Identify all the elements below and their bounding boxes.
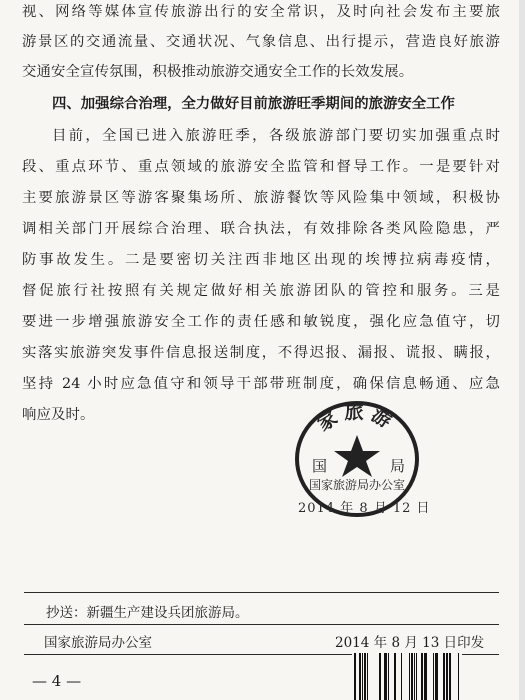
seal-left-char: 国 <box>312 457 328 475</box>
scan-edge <box>519 0 525 700</box>
barcode-bar <box>414 653 415 700</box>
body-line: 调相关部门开展综合治理、联合执法，有效排除各类风险隐患，严 <box>22 221 500 237</box>
seal-star-icon <box>334 435 380 477</box>
body-line: 响应及时。 <box>22 407 95 423</box>
body-line: 坚持 24 小时应急值守和领导干部带班制度，确保信息畅通、应急 <box>22 376 500 392</box>
barcode-bar <box>424 653 427 700</box>
body-line: 交通安全宣传氛围，积极推动旅游交通安全工作的长效发展。 <box>22 64 414 80</box>
barcode-bar <box>446 653 448 700</box>
body-line: 段、重点环节、重点领域的旅游安全监管和督导工作。一是要针对 <box>22 159 500 175</box>
seal-right-char: 局 <box>390 457 406 475</box>
barcode-bar <box>443 653 445 700</box>
barcode-bar <box>458 653 459 700</box>
barcode-bar <box>433 653 434 700</box>
barcode-bar <box>359 653 361 700</box>
barcode-bar <box>409 653 410 700</box>
section-heading: 四、加强综合治理，全力做好目前旅游旺季期间的旅游安全工作 <box>52 95 455 112</box>
body-line: 实落实旅游突发事件信息报送制度，不得迟报、漏报、谎报、瞒报， <box>22 345 500 361</box>
barcode-bar <box>449 653 451 700</box>
barcode-bar <box>364 653 366 700</box>
body-line: 防事故发生。二是要密切关注西非地区出现的埃博拉病毒疫情， <box>22 252 500 268</box>
barcode-bar <box>362 653 363 700</box>
body-line: 游景区的交通流量、交通状况、气象信息、出行提示，营造良好旅游 <box>22 34 500 50</box>
body-line: 主要旅游景区等游客聚集场所、旅游餐饮等风险集中领域，积极协 <box>22 190 500 206</box>
footer-rule-top <box>24 592 499 593</box>
barcode-bar <box>421 653 423 700</box>
body-line: 视、网络等媒体宣传旅游出行的安全常识，及时向社会发布主要旅 <box>22 4 500 20</box>
barcode-bar <box>416 653 417 700</box>
barcode-bar <box>435 653 438 700</box>
page-number: — 4 — <box>32 672 82 690</box>
signature-date: 2014 年 8 月 12 日 <box>298 501 431 516</box>
body-line: 督促旅行社按照有关规定做好相关旅游团队的管控和服务。三是 <box>22 283 500 299</box>
barcode-bar <box>401 653 402 700</box>
barcode-bar <box>394 653 396 700</box>
body-line: 要进一步增强旅游安全工作的责任感和敏锐度，强化应急值守，切 <box>22 314 500 330</box>
barcode-bar <box>388 653 389 700</box>
seal-arc-text: 家旅游 <box>313 401 401 436</box>
barcode-bar <box>384 653 387 700</box>
body-line: 目前，全国已进入旅游旺季，各级旅游部门要切实加强重点时 <box>52 128 500 144</box>
barcode-bar <box>367 653 368 700</box>
barcode-bar <box>354 653 356 700</box>
svg-text:家旅游 <box>313 400 401 436</box>
footer-rule-middle <box>24 624 499 625</box>
print-date: 2014 年 8 月 13 日印发 <box>335 635 485 651</box>
barcode-bar <box>379 653 381 700</box>
issuing-office: 国家旅游局办公室 <box>44 635 152 651</box>
cc-line: 抄送：新疆生产建设兵团旅游局。 <box>46 605 249 621</box>
barcode-bar <box>411 653 413 700</box>
seal-bottom-text: 国家旅游局办公室 <box>308 478 406 492</box>
barcode-stamp <box>352 653 462 700</box>
